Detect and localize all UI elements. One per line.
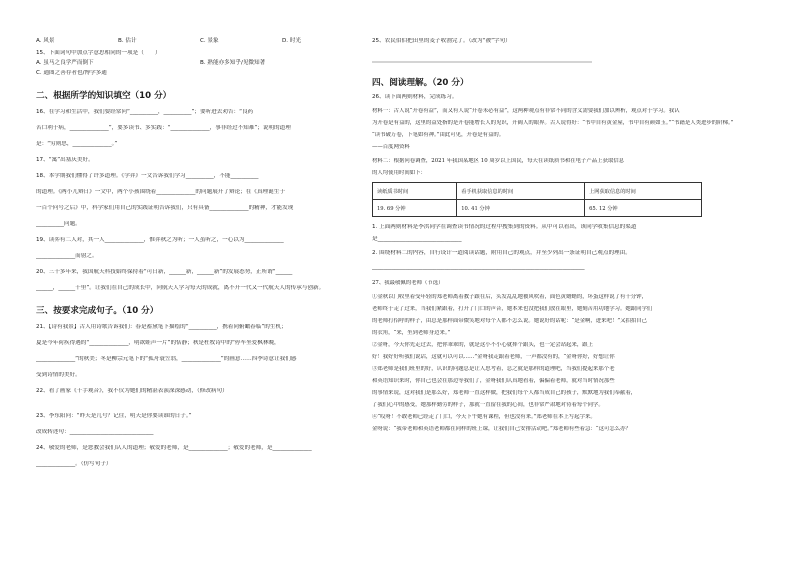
material-1-line: 为开卷是有益的，这里的益处指的是开卷能增长人的见识，开阔人的眼界。古人说得好：“书中自有黄金屋，书中自有颜如玉。”“书籍是人类进步的阶梯。” — [372, 120, 734, 126]
material-1-line: 材料一：古人说“开卷有益”，而又有人说“开卷未必有益”，这两种观点有非常不同的含义需要我们加以辨析，观点对于学习。我认 — [372, 108, 680, 114]
q15-stem: 15、下面词句中加点字意思相同的一项是（ ） — [36, 50, 161, 56]
s3-line: 夏是今年荷疾得遇的“______________，明欲蛙声一片”的恬静；秋是杜牧诗中的“停车坐爱枫林晚， — [36, 340, 280, 346]
table-cell: 10. 41 分钟 — [457, 200, 585, 217]
passage-line: 的事情来说，这对我们是那么好，郑老师一直这样做，把我们每个人都当成自己的孩子，默默地为我们奉献着， — [372, 390, 637, 396]
passage-line: 金呀说：“我带老师和英语老师都在同样的班上课，让我们自己安排活动吧。”郑老师有些着急：“这可怎么办？ — [372, 426, 631, 432]
s2-line: 的道理。《两小儿辩日》一文中，两个小孩围绕着______________的问题展开了辩论；在《真理诞生于 — [36, 189, 285, 195]
q26-stem: 26、读下面两则材料，完成练习。 — [372, 94, 458, 100]
q15-option-b: B. 熟能亦多知乎/见微知著 — [200, 60, 266, 66]
q15-options-row1 — [36, 60, 366, 67]
q15-option-a: A. 虽马之良学严而倒下 — [36, 60, 94, 66]
material-2-line: 的人均使用时间如下： — [372, 170, 426, 176]
passage-line: 的老师打招呼的样子，由总是那样面带微笑地对每个人都不怎么说。她说好的话呢：“是金啊，进来吧！”又拍拍自己 — [372, 318, 648, 324]
passage-line: 好！我好好听我们说话，这就可以可以……”金呀我走跟着老师，一声都没有的，“金呀你好，好想让你 — [372, 354, 615, 360]
q26-sub-line: 1. 上面两则材料是李洪同学在调查读书情况的过程中搜集到的资料。从中可以看出，该同学收集信息的渠道 — [372, 224, 637, 230]
table-cell: 19. 69 分钟 — [373, 200, 457, 217]
s2-line: __________问题。 — [36, 221, 81, 227]
q14-options — [36, 38, 366, 45]
section-3-heading: 三、按要求完成句子。（10 分） — [36, 306, 159, 316]
s2-line: 19、读弈有二人对，其一人______________，惟弈秋之为听；一人虽听之，一心以为______________ — [36, 237, 284, 243]
table-row — [373, 200, 702, 217]
q14-option-c: C. 景象 — [200, 38, 219, 44]
s3-line: 24、敬爱的老师，是您教会我们认人的道理；敬爱的老师，是______________；敬爱的老师，是______________ — [36, 445, 312, 451]
passage-line: 和英语知识来时，你自己也会在那边等我们了，金呀我们认真地看着，偏偏着老师，就对当时情况那些 — [372, 378, 615, 384]
material-1-source: ——百度网资料 — [372, 144, 410, 150]
s2-line: 17、“寓”出塞庆美好。 — [36, 157, 94, 163]
material-1-line: “读书破万卷，下笔如有神。”由此可见，开卷是有益的。 — [372, 132, 505, 138]
section-2-body — [36, 109, 366, 292]
passage-line: ①金秋以门收里着受年轻的郑老师离着教子跟在后，头发乱乱地被风吹着，面色黄蜡蜡的，坏蛋这样说了有十分钟， — [372, 294, 647, 300]
passage-line: 老师终于走了过来，当我们紧跟着，打开了门口的声音，她本来也没把我们放在眼里，她刻苦用功地学习。她跟同学们 — [372, 306, 653, 312]
section-4-heading: 四、阅读理解。（20 分） — [372, 78, 469, 88]
q26-sub-line: 2. 围绕材料二的内容，自行设计一道阅读话题，附用自己的观点，并至少列出一条证明自己观点的理由。 — [372, 250, 631, 256]
left-column — [36, 38, 366, 468]
passage-line: ④“哎呀！不敢老师已经走了门口，今天下午她有课程，但也没有来。”郑老师在本上写起字来。 — [372, 414, 596, 420]
reading-time-table — [372, 182, 702, 217]
section-2-heading: 二、根据所学的知识填空（10 分） — [36, 91, 172, 101]
table-cell: 读纸质书时间 — [373, 183, 457, 200]
s2-line: 20、三十多年来，我国航天科技始终保持着“可日新，______新，______新”的发展态势，正所谓“______ — [36, 269, 293, 275]
passage-line: ③郑老师是我们班里的好，认识的问题总是让人思考着，总之就是那样的道理吧，当我们提起来那个老 — [372, 366, 615, 372]
s3-line: ______________”的秋美；冬是柳宗元笔下的“孤舟蓑笠翁，______________”的画意……四季诗意让我们感 — [36, 356, 297, 362]
q26-sub-line: 是______________________________ — [372, 236, 462, 242]
section-3-body — [36, 324, 366, 468]
passage-line: ②金呀，今天你先走过去，把你乖乖的，就是这小不小心就摔个跟头，也一定会站起来，跟上 — [372, 342, 594, 348]
material-2-line: 材料二：根据问卷调查，2021 年我国某地区 10 周岁以上国民，每天在读纸质书和在电子产品上获取信息 — [372, 158, 625, 164]
table-cell: 看手机获取信息的时间 — [457, 183, 585, 200]
s2-line: 18、本学期我们懂得了许多道理。《学弈》一文告诉我们学习__________，不能__________ — [36, 173, 259, 179]
passage-line: 了我们心中的感受，她那样勤劳的样子，那就一直留在我的心间，也非常严肃地对待着每个同学。 — [372, 402, 604, 408]
table-row — [373, 183, 702, 200]
s3-line: 21、【诗有我景】古人用诗歌告诉我们：春是蓄黛笔下描绘的“__________，携着同俯瞰春临”的生机； — [36, 324, 287, 330]
q14-option-a: A. 风景 — [36, 38, 55, 44]
s3-line: 改成转述句：______________________________ — [36, 429, 154, 435]
s3-line: 23、李东阳问：“昨天是几号？记住，明天是你要读谁的日子。” — [36, 413, 192, 419]
q25: 25、农民伯伯把田里的麦子收割完了。（改为“被”字句） — [372, 38, 511, 44]
right-column — [372, 38, 760, 433]
s2-line: 一百个问号之后》中，科学家们用自己的实践证明告诉我们，只有具备______________的精神，才能发现 — [36, 205, 294, 211]
q25-answer-line — [372, 61, 592, 63]
q26-sub-line: ____________________________________________________________________________ — [372, 264, 585, 270]
q27-title: 27、我最敬佩的老师（节选） — [372, 280, 444, 286]
table-cell: 上网获取信息的时间 — [585, 183, 702, 200]
q14-option-d: D. 时光 — [282, 38, 302, 44]
table-cell: 65. 12 分钟 — [585, 200, 702, 217]
s2-line: ______，______千里”。让我们在自己的成长中，向航天人学习每天的成就，离不开一代又一代航天人的传承与创新。 — [36, 285, 325, 291]
s3-line: ______________。（仿写句子） — [36, 461, 112, 467]
q14-option-b: B. 估计 — [118, 38, 137, 44]
s2-line: 16、在学习和生活中，我们要经常问“__________，__________”；要听进去劝告：“良药 — [36, 109, 254, 115]
s3-line: 22、看了画家《千手观音》，我不仅为她们的精湛表演深深感动，（修改病句） — [36, 388, 228, 394]
q27-passage — [372, 294, 760, 433]
s2-line: 是：“穷则思，______________。” — [36, 141, 118, 147]
s2-line: ______________而射之。 — [36, 253, 98, 259]
s3-line: 受到诗情的美好。 — [36, 372, 81, 378]
passage-line: 的衣角，“来，坐到老师身边来。” — [372, 330, 451, 336]
s2-line: 苦口利于病，______________”，要多读书、多实践：“______________，事非经过不知难”；说明的道理 — [36, 125, 291, 131]
q15-option-c: C. 通图之善存者也/博学多通 — [36, 70, 107, 76]
